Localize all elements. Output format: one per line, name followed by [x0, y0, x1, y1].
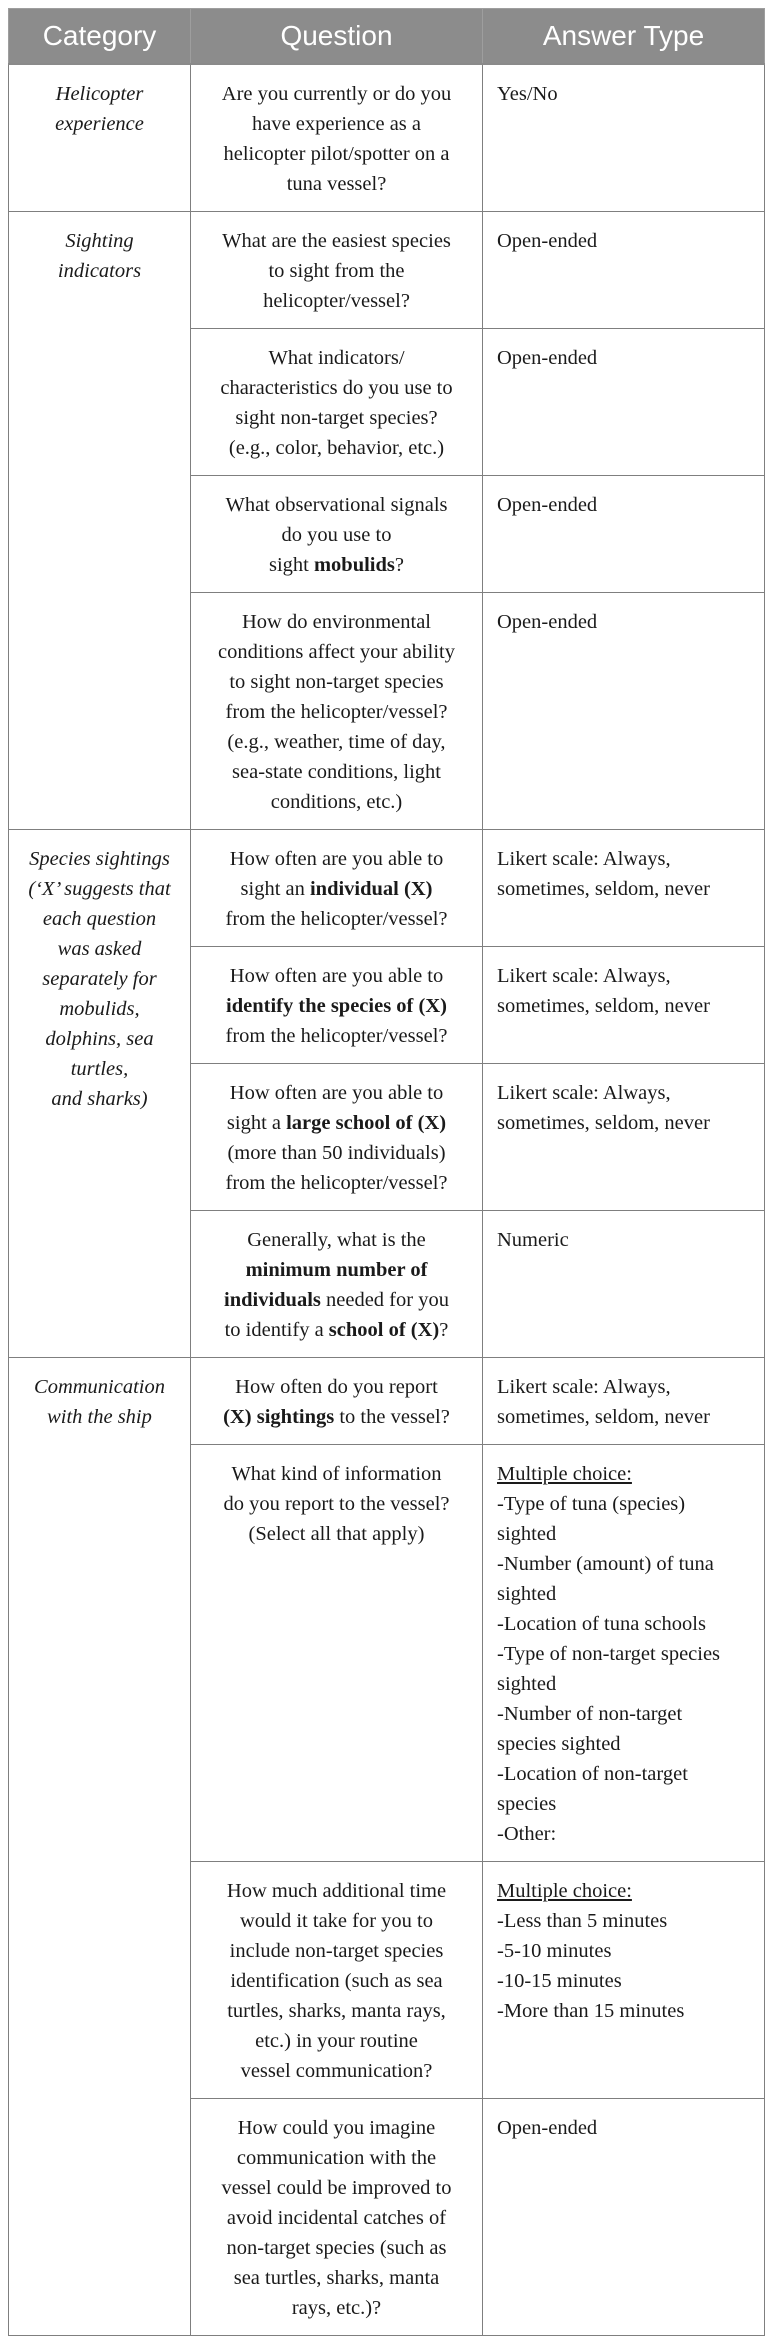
answer-type-cell: [483, 1064, 765, 1211]
category-cell-communication: [9, 1358, 191, 2336]
header-category: Category: [9, 9, 191, 65]
question-line: Generally, what is the: [247, 1229, 426, 1251]
question-cell: [191, 947, 483, 1064]
answer-option: species: [497, 1793, 557, 1815]
question-line: have experience as a: [251, 113, 421, 135]
header-row: [9, 9, 765, 65]
category-line: with the ship: [47, 1406, 152, 1428]
category-line: Sighting: [65, 230, 134, 252]
question-line: How do environmental: [241, 611, 431, 633]
question-line: How often are you able to: [229, 1082, 444, 1104]
question-line: vessel could be improved to: [221, 2177, 452, 2199]
answer-option: sighted: [497, 1523, 557, 1545]
answer-type-cell: [483, 1862, 765, 2099]
answer-type-cell: [483, 1358, 765, 1445]
question-emphasis: mobulids: [313, 554, 395, 576]
question-cell: [191, 1445, 483, 1862]
question-text: ?: [439, 1319, 449, 1341]
question-line: (Select all that apply): [248, 1523, 425, 1545]
question-line: from the helicopter/vessel?: [225, 1025, 448, 1047]
category-cell-sighting-indicators: [9, 212, 191, 830]
question-text: ?: [394, 554, 404, 576]
question-cell: [191, 2099, 483, 2336]
question-text: to the vessel?: [334, 1406, 450, 1428]
question-line: do you use to: [281, 524, 392, 546]
question-emphasis: school of (X): [328, 1319, 440, 1341]
question-line: characteristics do you use to: [220, 377, 453, 399]
category-line: Helicopter: [55, 83, 144, 105]
question-emphasis: large school of (X): [286, 1112, 447, 1134]
answer-type-cell: [483, 1211, 765, 1358]
question-line: tuna vessel?: [286, 173, 387, 195]
question-line: How often are you able to: [229, 965, 444, 987]
answer-type-cell: [483, 2099, 765, 2336]
answer-type-cell: [483, 947, 765, 1064]
question-line: sight non-target species?: [235, 407, 438, 429]
answer-type-cell: [483, 476, 765, 593]
answer-line: Open-ended: [497, 611, 598, 633]
question-line: would it take for you to: [239, 1910, 433, 1932]
question-cell: [191, 212, 483, 329]
question-line: conditions affect your ability: [217, 641, 456, 663]
question-line: [207, 1108, 466, 1138]
category-line: indicators: [57, 260, 142, 282]
question-line: What kind of information: [231, 1463, 442, 1485]
category-line: was asked: [57, 938, 142, 960]
category-line: Species sightings: [29, 848, 170, 870]
category-line: turtles,: [70, 1058, 129, 1080]
question-line: rays, etc.)?: [291, 2297, 382, 2319]
answer-option: -More than 15 minutes: [497, 2000, 685, 2022]
question-line: (more than 50 individuals): [227, 1142, 446, 1164]
question-line: avoid incidental catches of: [226, 2207, 447, 2229]
question-line: vessel communication?: [240, 2060, 433, 2082]
answer-option: -5-10 minutes: [497, 1940, 612, 1962]
question-line: How often are you able to: [229, 848, 444, 870]
question-emphasis: (X) sightings: [223, 1406, 335, 1428]
question-cell: [191, 1064, 483, 1211]
question-line: [207, 874, 466, 904]
question-line: sea-state conditions, light: [232, 761, 441, 783]
category-cell-species-sightings: [9, 830, 191, 1358]
question-line: (e.g., color, behavior, etc.): [228, 437, 445, 459]
question-line: include non-target species: [229, 1940, 444, 1962]
answer-option: sighted: [497, 1583, 557, 1605]
question-line: from the helicopter/vessel?: [225, 908, 448, 930]
category-line: (‘X’ suggests that: [28, 878, 171, 900]
answer-option: -Location of tuna schools: [497, 1613, 706, 1635]
question-line: (e.g., weather, time of day,: [227, 731, 446, 753]
answer-option: -Number of non-target: [497, 1703, 683, 1725]
answer-type-cell: [483, 329, 765, 476]
question-line: communication with the: [236, 2147, 437, 2169]
questionnaire-table: [8, 8, 765, 2336]
answer-line: sometimes, seldom, never: [497, 995, 710, 1017]
question-line: What are the easiest species: [222, 230, 451, 252]
answer-option: -Type of non-target species: [497, 1643, 721, 1665]
question-line: from the helicopter/vessel?: [225, 701, 448, 723]
question-line: do you report to the vessel?: [223, 1493, 450, 1515]
answer-line: Likert scale: Always,: [497, 1376, 671, 1398]
question-text: to identify a: [224, 1319, 329, 1341]
answer-type-cell: [483, 212, 765, 329]
answer-line: Open-ended: [497, 2117, 598, 2139]
question-cell: [191, 1211, 483, 1358]
header-question: Question: [191, 9, 483, 65]
category-cell-helicopter-experience: [9, 64, 191, 212]
table-row: [9, 830, 765, 947]
question-line: Are you currently or do you: [221, 83, 452, 105]
question-line: [207, 1285, 466, 1315]
answer-option: species sighted: [497, 1733, 621, 1755]
answer-line: Open-ended: [497, 494, 598, 516]
question-text: sight a: [226, 1112, 287, 1134]
question-line: How could you imagine: [237, 2117, 436, 2139]
answer-option: -Number (amount) of tuna: [497, 1553, 714, 1575]
question-line: How often do you report: [235, 1376, 438, 1398]
question-cell: [191, 593, 483, 830]
question-line: What observational signals: [225, 494, 448, 516]
question-line: turtles, sharks, manta rays,: [227, 2000, 446, 2022]
answer-type-cell: [483, 1445, 765, 1862]
question-emphasis: individual (X): [309, 878, 433, 900]
answer-option: -Location of non-target: [497, 1763, 688, 1785]
question-line: [207, 1315, 466, 1345]
question-line: [207, 550, 466, 580]
answer-line: Yes/No: [497, 83, 558, 105]
answer-type-cell: [483, 593, 765, 830]
question-text: needed for you: [320, 1289, 449, 1311]
answer-line: Open-ended: [497, 347, 598, 369]
table-row: [9, 1358, 765, 1445]
category-line: experience: [55, 113, 144, 135]
question-line: sea turtles, sharks, manta: [233, 2267, 440, 2289]
header-answer-type: Answer Type: [483, 9, 765, 65]
question-line: helicopter pilot/spotter on a: [223, 143, 450, 165]
answer-line: Numeric: [497, 1229, 569, 1251]
category-line: Communication: [34, 1376, 165, 1398]
question-line: helicopter/vessel?: [263, 290, 410, 312]
question-line: from the helicopter/vessel?: [225, 1172, 448, 1194]
question-line: conditions, etc.): [270, 791, 403, 813]
table-row: [9, 64, 765, 212]
question-line: to sight from the: [268, 260, 405, 282]
answer-line: Likert scale: Always,: [497, 848, 671, 870]
category-line: separately for: [42, 968, 157, 990]
question-line: to sight non-target species: [229, 671, 444, 693]
question-cell: [191, 1358, 483, 1445]
category-line: dolphins, sea: [45, 1028, 154, 1050]
answer-option: sighted: [497, 1673, 557, 1695]
question-text: sight an: [240, 878, 310, 900]
answer-line: sometimes, seldom, never: [497, 1112, 710, 1134]
answer-heading: Multiple choice:: [497, 1463, 632, 1485]
question-line: How much additional time: [226, 1880, 447, 1902]
question-cell: [191, 830, 483, 947]
answer-option: -Less than 5 minutes: [497, 1910, 668, 1932]
answer-option: -Type of tuna (species): [497, 1493, 686, 1515]
answer-line: sometimes, seldom, never: [497, 878, 710, 900]
question-cell: [191, 64, 483, 212]
category-line: each question: [42, 908, 157, 930]
question-line: What indicators/: [268, 347, 405, 369]
answer-line: Likert scale: Always,: [497, 1082, 671, 1104]
question-cell: [191, 1862, 483, 2099]
question-cell: [191, 476, 483, 593]
question-line: [207, 1402, 466, 1432]
answer-line: Open-ended: [497, 230, 598, 252]
answer-type-cell: [483, 64, 765, 212]
question-line: etc.) in your routine: [255, 2030, 418, 2052]
answer-heading: Multiple choice:: [497, 1880, 632, 1902]
question-emphasis: individuals: [224, 1289, 321, 1311]
answer-line: sometimes, seldom, never: [497, 1406, 710, 1428]
question-emphasis: minimum number of: [245, 1259, 428, 1281]
question-cell: [191, 329, 483, 476]
category-line: mobulids,: [59, 998, 140, 1020]
table-row: [9, 212, 765, 329]
question-line: non-target species (such as: [226, 2237, 447, 2259]
question-emphasis: identify the species of (X): [226, 995, 447, 1017]
answer-option: -Other:: [497, 1823, 557, 1845]
answer-type-cell: [483, 830, 765, 947]
question-line: identification (such as sea: [230, 1970, 443, 1992]
answer-line: Likert scale: Always,: [497, 965, 671, 987]
question-text: sight: [268, 554, 314, 576]
answer-option: -10-15 minutes: [497, 1970, 622, 1992]
category-line: and sharks): [51, 1088, 148, 1110]
